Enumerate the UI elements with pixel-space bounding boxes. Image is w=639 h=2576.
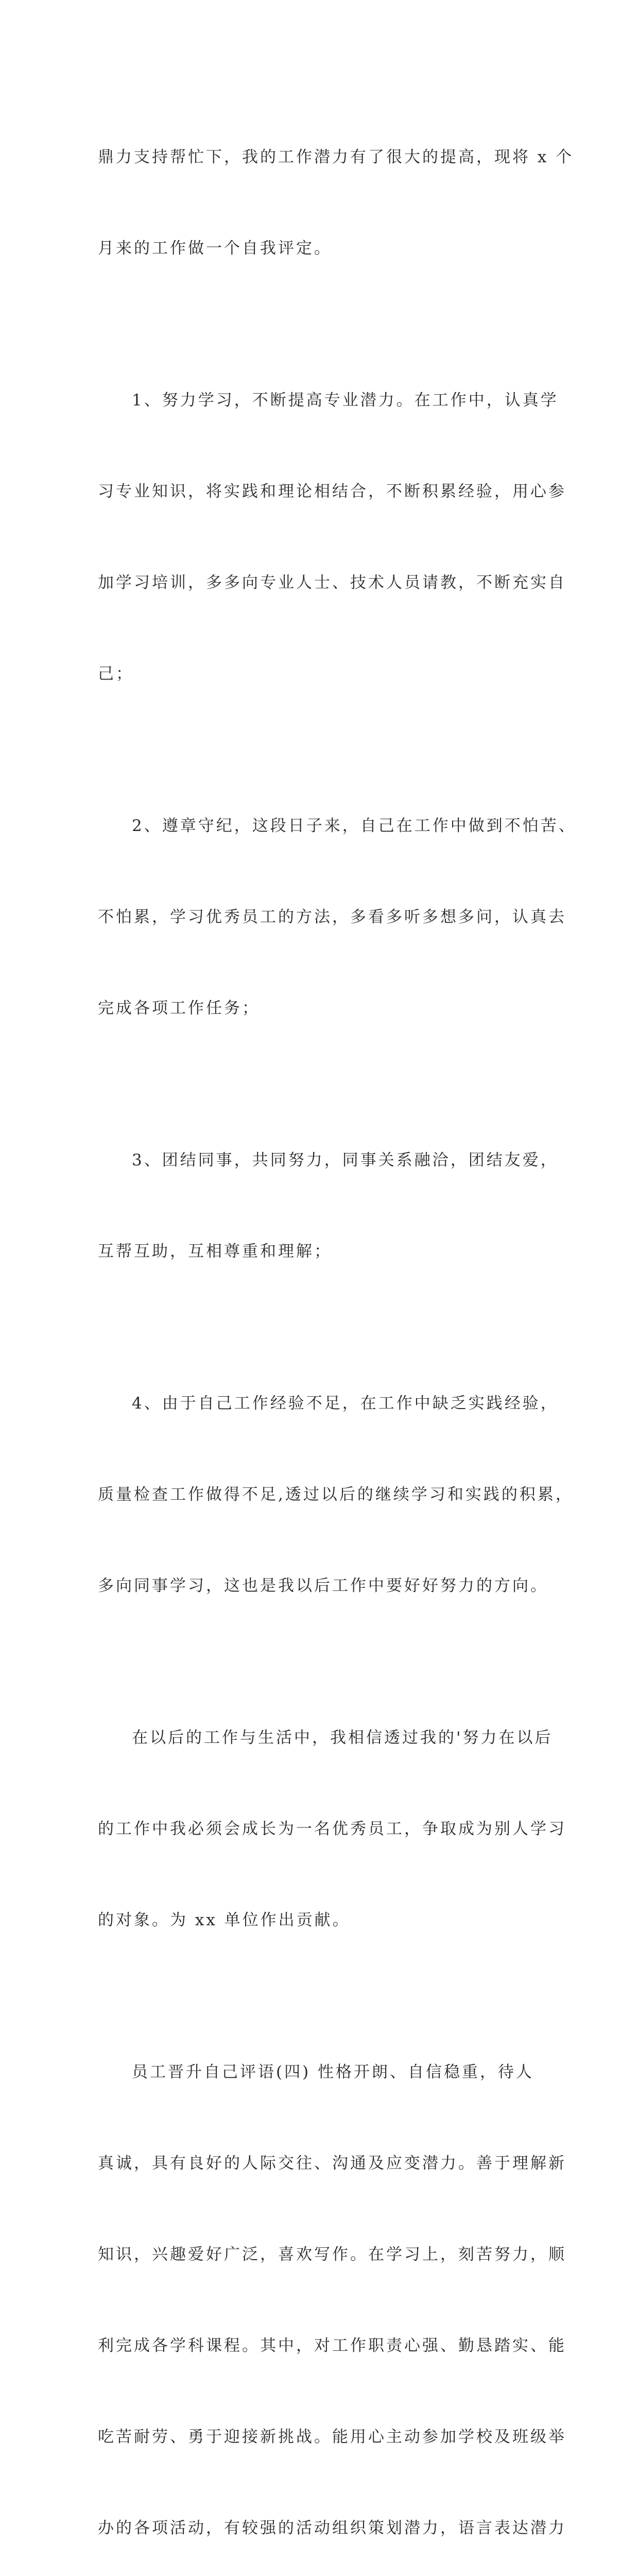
text-line: 月来的工作做一个自我评定。 <box>98 239 332 258</box>
paragraph-intro-continued <box>98 81 574 325</box>
text-line: 吃苦耐劳、勇于迎接新挑战。能用心主动参加学校及班级举 <box>98 2428 566 2446</box>
paragraph-item-2 <box>98 750 577 1084</box>
text-line: 互帮互助，互相尊重和理解； <box>98 1242 332 1261</box>
text-line: 不怕累，学习优秀员工的方法，多看多听多想多问，认真去 <box>98 908 566 926</box>
text-line: 1、努力学习，不断提高专业潜力。在工作中，认真学 <box>132 391 559 410</box>
text-line: 利完成各学科课程。其中，对工作职责心强、勤恳踏实、能 <box>98 2336 566 2355</box>
text-line: 真诚，具有良好的人际交往、沟通及应变潜力。善于理解新 <box>98 2154 566 2173</box>
text-line: 办的各项活动，有较强的活动组织策划潜力，语言表达潜力 <box>98 2519 566 2537</box>
text-line: 的工作中我必须会成长为一名优秀员工，争取成为别人学习 <box>98 1820 566 1838</box>
text-line: 己； <box>98 665 134 683</box>
text-line: 加学习培训，多多向专业人士、技术人员请教，不断充实自 <box>98 573 566 592</box>
paragraph-item-3 <box>98 1084 559 1328</box>
text-line: 3、团结同事，共同努力，同事关系融洽，团结友爱， <box>132 1151 559 1170</box>
text-line: 在以后的工作与生活中，我相信透过我的'努力在以后 <box>132 1728 553 1747</box>
text-line: 习专业知识，将实践和理论相结合，不断积累经验，用心参 <box>98 482 566 501</box>
paragraph-item-1 <box>98 325 566 750</box>
text-line: 鼎力支持帮忙下，我的工作潜力有了很大的提高，现将 x 个 <box>98 148 574 166</box>
text-line: 质量检查工作做得不足,透过以后的继续学习和实践的积累， <box>98 1485 574 1504</box>
text-line: 4、由于自己工作经验不足，在工作中缺乏实践经验， <box>132 1394 559 1413</box>
paragraph-evaluation-four <box>98 1996 566 2576</box>
paragraph-future-outlook <box>98 1662 566 1996</box>
document-body <box>98 81 577 2576</box>
text-line: 2、遵章守纪，这段日子来，自己在工作中做到不怕苦、 <box>132 817 577 835</box>
paragraph-item-4 <box>98 1328 574 1662</box>
text-line: 完成各项工作任务； <box>98 999 260 1018</box>
text-line: 知识，兴趣爱好广泛，喜欢写作。在学习上，刻苦努力，顺 <box>98 2245 566 2264</box>
text-line: 多向同事学习，这也是我以后工作中要好好努力的方向。 <box>98 1577 548 1595</box>
text-line: 的对象。为 xx 单位作出贡献。 <box>98 1911 351 1929</box>
text-line: 员工晋升自己评语(四) 性格开朗、自信稳重，待人 <box>132 2063 534 2081</box>
